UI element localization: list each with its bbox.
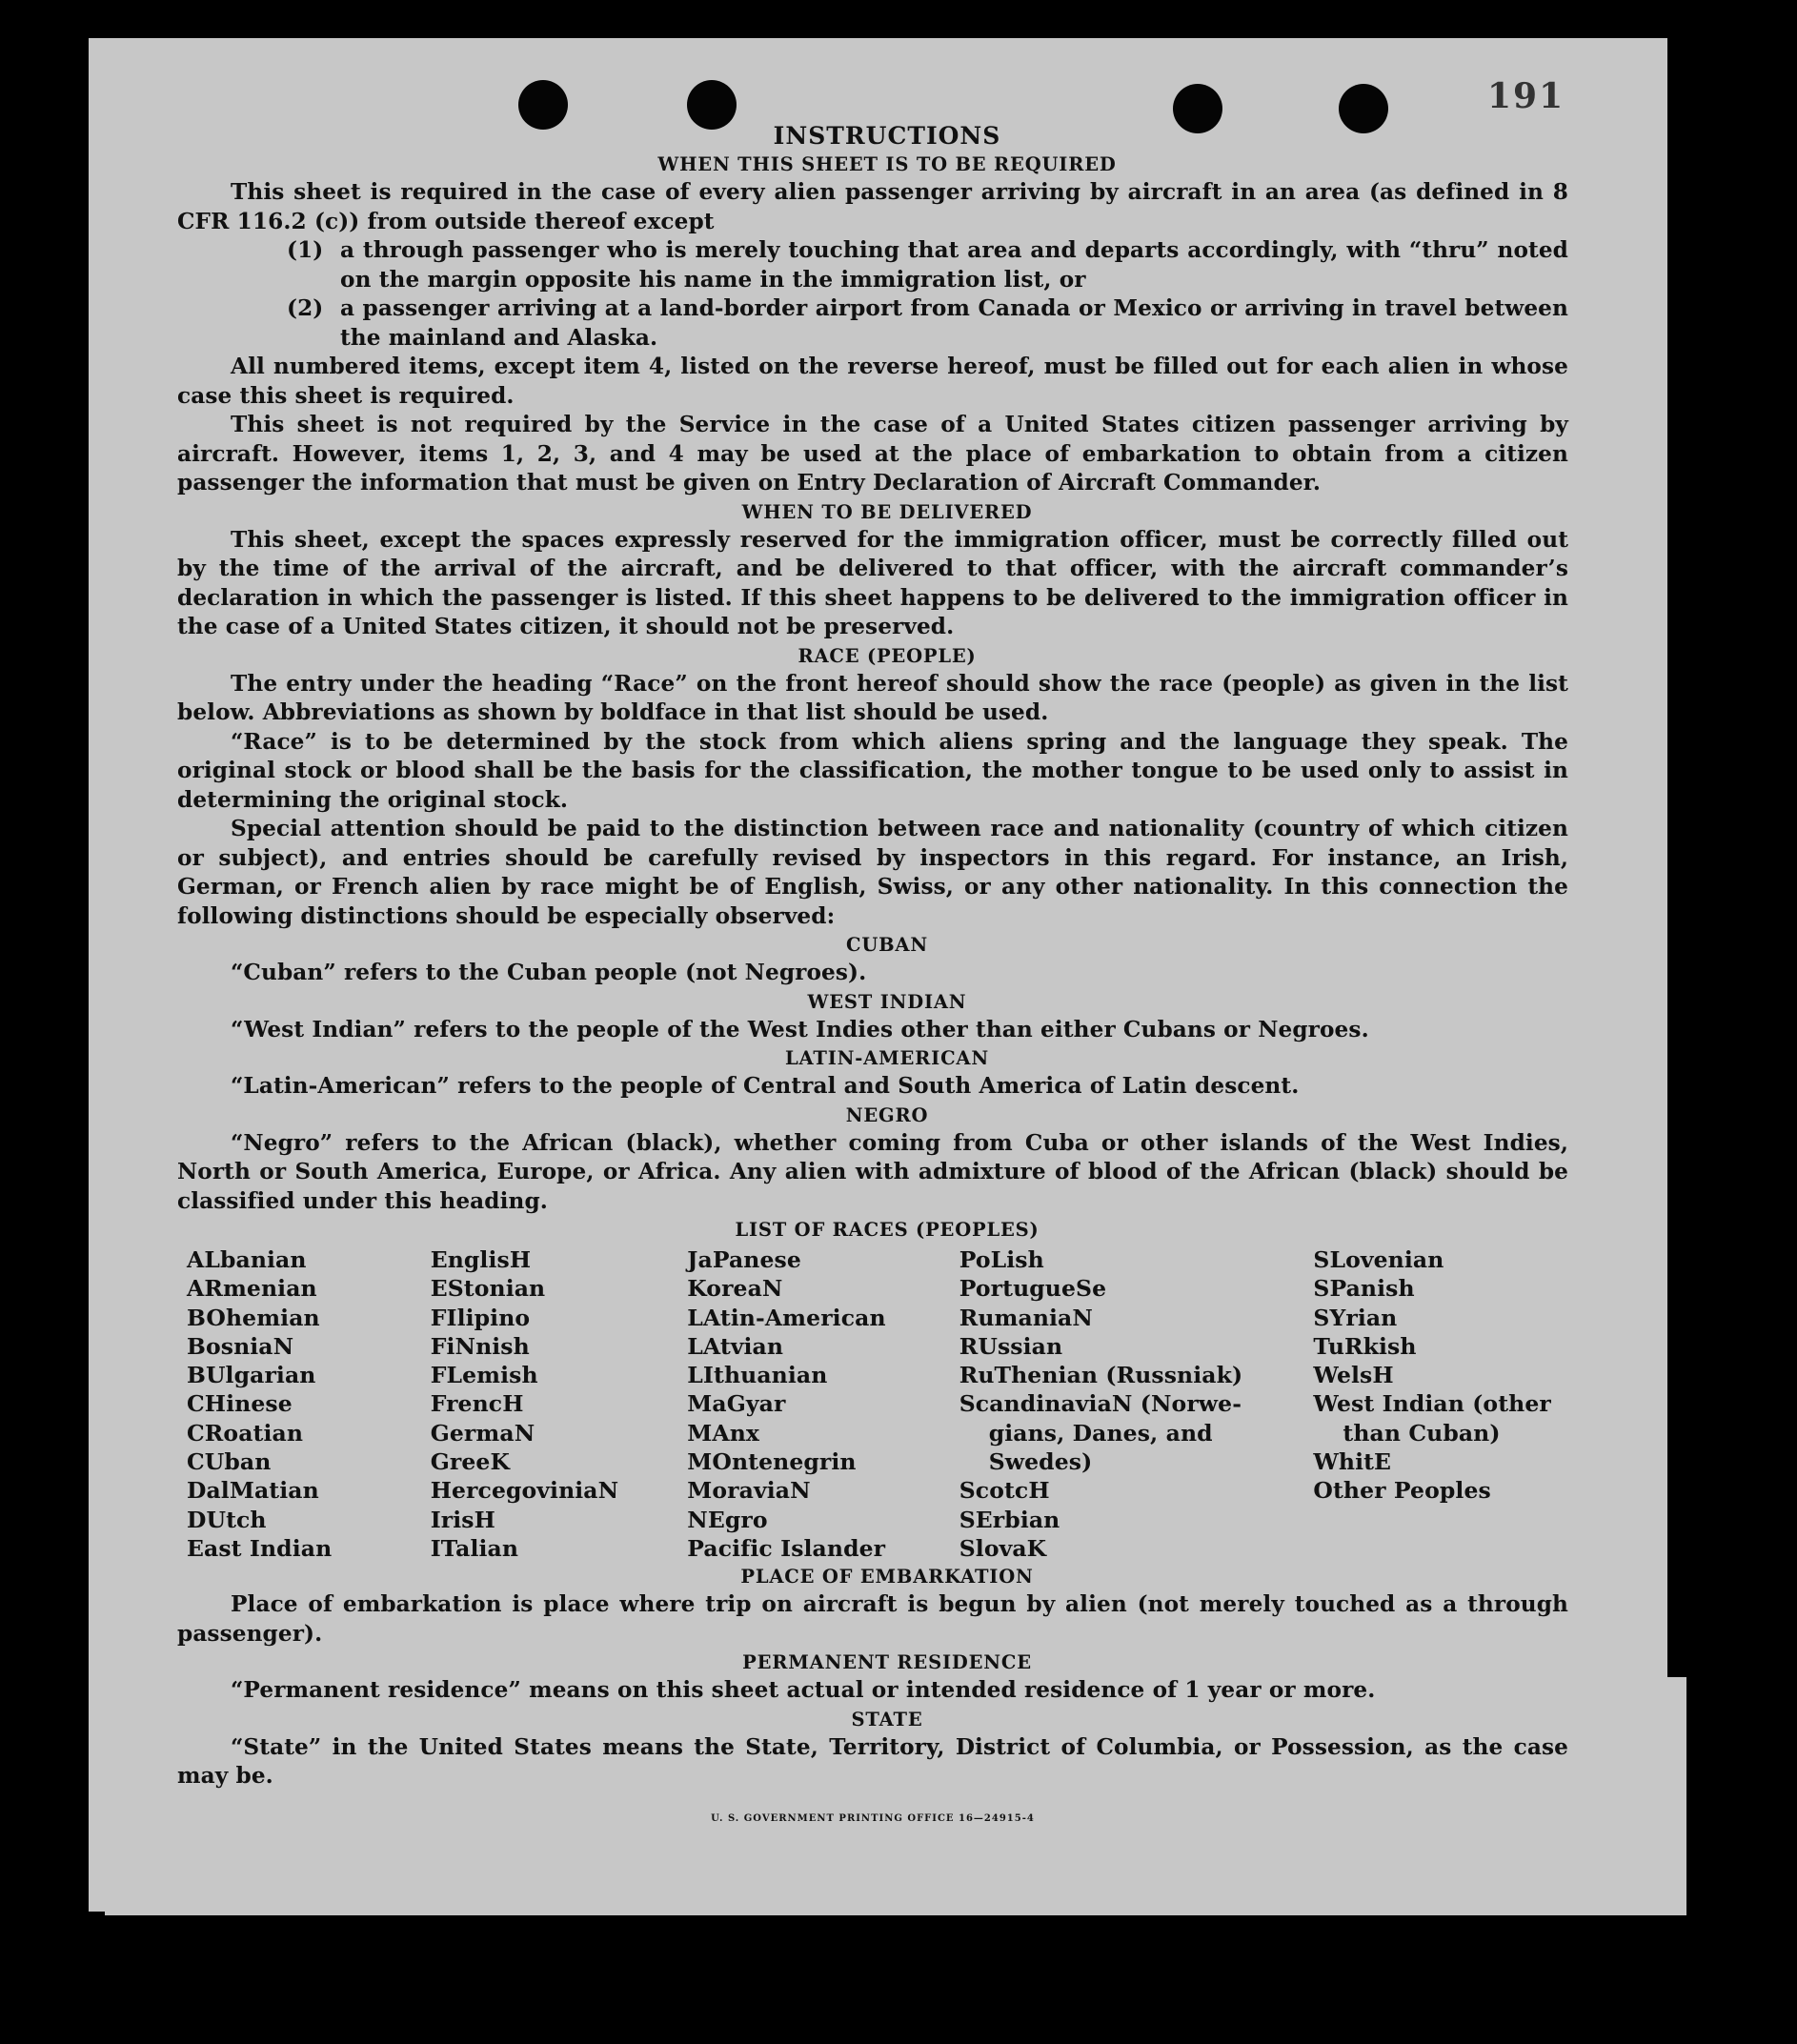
race-entry: WelsH bbox=[1313, 1362, 1394, 1389]
race-entry: ScotcH bbox=[959, 1477, 1050, 1505]
race-column bbox=[1313, 1245, 1568, 1563]
stamp-number: 191 bbox=[1487, 76, 1565, 116]
race-entry-continued: than Cuban) bbox=[1343, 1419, 1501, 1447]
race-entry: PortugueSe bbox=[959, 1275, 1107, 1303]
race-entry: CUban bbox=[187, 1448, 272, 1476]
race-entry: FLemish bbox=[430, 1362, 538, 1389]
race-entry: SlovaK bbox=[959, 1534, 1047, 1562]
race-entry: BOhemian bbox=[187, 1304, 320, 1331]
race-entry: MoraviaN bbox=[687, 1477, 811, 1505]
race-entry: ALbanian bbox=[187, 1246, 307, 1273]
race-entry: BUlgarian bbox=[187, 1362, 316, 1389]
paragraph: “Race” is to be determined by the stock from which aliens spring and the language they speak. The original stock or blood shall be the basis for the classification, the mother tongue to be used only to assist in determining the original stock. bbox=[177, 728, 1568, 813]
race-entry: SErbian bbox=[959, 1506, 1060, 1533]
race-entry: EnglisH bbox=[430, 1246, 532, 1273]
race-entry: GermaN bbox=[430, 1419, 535, 1447]
race-entry: SYrian bbox=[1313, 1304, 1398, 1331]
paragraph: This sheet, except the spaces expressly reserved for the immigration officer, must be correctly filled out by the time of the arrival of the aircraft, and be delivered to that officer, with the aircraft commander’s declaration in which the passenger is listed. If this sheet happens to be delivered to the immigration officer in the case of a United States citizen, it should not be preserved. bbox=[177, 526, 1568, 639]
section-heading: CUBAN bbox=[846, 934, 928, 956]
race-entry: LAtin-American bbox=[687, 1304, 886, 1331]
race-entry-continued: Swedes) bbox=[988, 1448, 1093, 1476]
item-number: (2) bbox=[287, 295, 324, 321]
race-entry: FiNnish bbox=[430, 1332, 530, 1360]
race-entry: ScandinaviaN (Norwe- bbox=[959, 1390, 1242, 1418]
race-entry: RUssian bbox=[959, 1332, 1063, 1360]
race-entry: NEgro bbox=[687, 1506, 768, 1533]
item-number: (1) bbox=[287, 237, 324, 263]
item-text: a through passenger who is merely touching that area and departs accordingly, with “thru” noted on the margin opposite his name in the immigration list, or bbox=[340, 237, 1568, 293]
item-text: a passenger arriving at a land-border airport from Canada or Mexico or arriving in travel between the mainland and Alaska. bbox=[340, 295, 1568, 351]
race-entry: ARmenian bbox=[187, 1275, 317, 1303]
race-column bbox=[431, 1245, 688, 1563]
list-item bbox=[287, 236, 1568, 294]
paragraph: Place of embarkation is place where trip on aircraft is begun by alien (not merely touched as a through passenger). bbox=[177, 1591, 1568, 1647]
paragraph: This sheet is not required by the Service in the case of a United States citizen passenger arriving by aircraft. However, items 1, 2, 3, and 4 may be used at the place of embarkation to obtain from a citizen passenger the information that must be given on Entry Declaration of Aircraft Commander. bbox=[177, 412, 1568, 496]
race-entry: RumaniaN bbox=[959, 1304, 1093, 1331]
section-heading: LATIN-AMERICAN bbox=[785, 1047, 989, 1069]
section-heading: LIST OF RACES (PEOPLES) bbox=[735, 1219, 1040, 1241]
paragraph: “West Indian” refers to the people of the West Indies other than either Cubans or Negroes. bbox=[231, 1016, 1369, 1042]
race-entry: LIthuanian bbox=[687, 1362, 828, 1389]
paragraph: All numbered items, except item 4, listed on the reverse hereof, must be filled out for each alien in whose case this sheet is required. bbox=[177, 354, 1568, 409]
paragraph: “Permanent residence” means on this sheet actual or intended residence of 1 year or more. bbox=[231, 1677, 1376, 1704]
paragraph: “Cuban” refers to the Cuban people (not Negroes). bbox=[231, 960, 867, 985]
paragraph: “Latin-American” refers to the people of Central and South America of Latin descent. bbox=[231, 1073, 1300, 1099]
race-entry: JaPanese bbox=[687, 1246, 801, 1273]
paragraph: The entry under the heading “Race” on the front hereof should show the race (people) as given in the list below. Abbreviations as shown by boldface in that list should be used. bbox=[177, 670, 1568, 725]
race-entry: HercegoviniaN bbox=[430, 1477, 619, 1505]
paragraph: “Negro” refers to the African (black), whether coming from Cuba or other islands of the West Indies, North or South America, Europe, or Africa. Any alien with admixture of blood of the African (black) should be classified under this heading. bbox=[177, 1129, 1568, 1214]
race-entry: GreeK bbox=[430, 1448, 510, 1476]
paragraph: This sheet is required in the case of every alien passenger arriving by aircraft in an area (as defined in 8 CFR 116.2 (c)) from outside thereof except bbox=[177, 179, 1568, 234]
list-item bbox=[287, 294, 1568, 353]
race-entry: MOntenegrin bbox=[687, 1448, 857, 1476]
race-entry: BosniaN bbox=[187, 1332, 294, 1360]
race-entry: WhitE bbox=[1313, 1448, 1392, 1476]
section-heading: WEST INDIAN bbox=[807, 990, 967, 1013]
race-list bbox=[187, 1245, 1568, 1563]
instructions-content bbox=[177, 122, 1568, 1833]
race-entry: SLovenian bbox=[1313, 1246, 1444, 1273]
race-entry: FIlipino bbox=[430, 1304, 531, 1331]
race-entry-continued: gians, Danes, and bbox=[988, 1419, 1213, 1447]
race-entry: TuRkish bbox=[1313, 1332, 1417, 1360]
race-entry: IrisH bbox=[430, 1506, 495, 1533]
section-heading: RACE (PEOPLE) bbox=[798, 644, 977, 667]
race-entry: DUtch bbox=[187, 1506, 267, 1533]
section-heading: STATE bbox=[851, 1708, 923, 1730]
race-entry: LAtvian bbox=[687, 1332, 784, 1360]
section-heading: WHEN TO BE DELIVERED bbox=[741, 500, 1033, 523]
race-entry: MAnx bbox=[687, 1419, 760, 1447]
section-heading: WHEN THIS SHEET IS TO BE REQUIRED bbox=[657, 153, 1117, 175]
race-entry: KoreaN bbox=[687, 1275, 783, 1303]
race-entry: CRoatian bbox=[187, 1419, 304, 1447]
race-column bbox=[687, 1245, 959, 1563]
section-heading: PLACE OF EMBARKATION bbox=[740, 1566, 1034, 1589]
race-entry: RuThenian (Russniak) bbox=[959, 1362, 1243, 1389]
race-column bbox=[187, 1245, 431, 1563]
printer-imprint: U. S. GOVERNMENT PRINTING OFFICE 16—24915-4 bbox=[711, 1812, 1035, 1824]
page-title: INSTRUCTIONS bbox=[773, 122, 1001, 150]
race-entry: West Indian (other bbox=[1313, 1390, 1551, 1418]
paragraph: “State” in the United States means the State, Territory, District of Columbia, or Possession, as the case may be. bbox=[177, 1733, 1568, 1790]
race-entry: ITalian bbox=[430, 1534, 519, 1562]
race-entry: EStonian bbox=[430, 1275, 546, 1303]
race-entry: Pacific Islander bbox=[687, 1534, 886, 1562]
race-entry: CHinese bbox=[187, 1390, 293, 1418]
race-entry: DalMatian bbox=[187, 1477, 319, 1505]
section-heading: PERMANENT RESIDENCE bbox=[742, 1651, 1032, 1674]
race-entry: FrencH bbox=[430, 1390, 524, 1418]
race-entry: MaGyar bbox=[687, 1390, 786, 1418]
paragraph: Special attention should be paid to the distinction between race and nationality (country of which citizen or subject), and entries should be carefully revised by inspectors in this regard. For instance, an Irish, German, or French alien by race might be of English, Swiss, or any other nationality. In this connection the following distinctions should be especially observed: bbox=[177, 816, 1568, 929]
race-entry: Other Peoples bbox=[1313, 1477, 1491, 1505]
section-heading: NEGRO bbox=[845, 1103, 929, 1126]
race-entry: East Indian bbox=[187, 1534, 333, 1562]
race-entry: SPanish bbox=[1313, 1275, 1415, 1303]
race-entry: PoLish bbox=[959, 1246, 1044, 1273]
race-column bbox=[959, 1245, 1314, 1563]
